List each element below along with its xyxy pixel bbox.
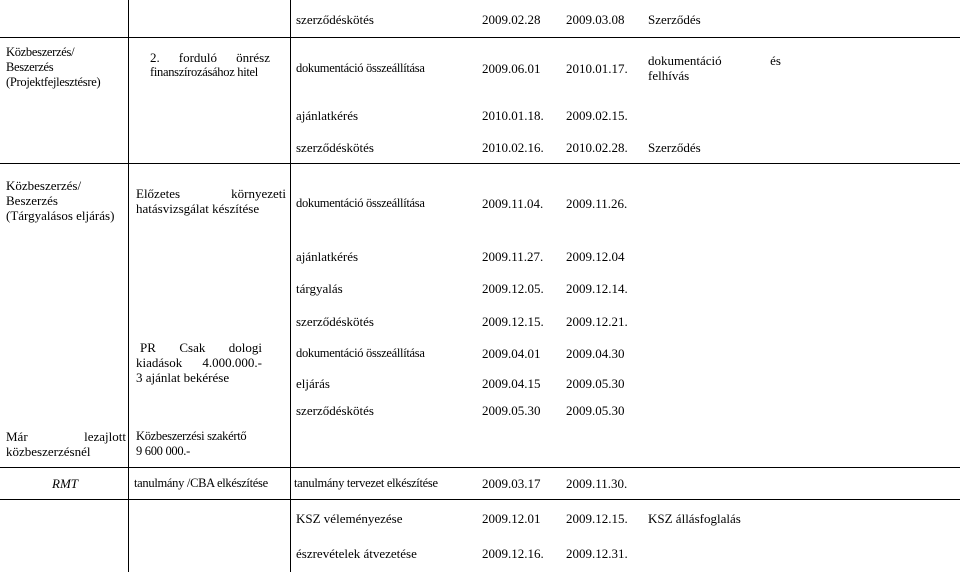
activity-cell: dokumentáció összeállítása	[296, 346, 425, 360]
end-date-cell: 2009.11.26.	[566, 196, 628, 211]
start-date-cell: 2010.01.18.	[482, 108, 544, 123]
end-date-cell: 2009.05.30	[566, 403, 625, 418]
activity-cell: eljárás	[296, 376, 330, 391]
end-date-cell: 2009.05.30	[566, 376, 625, 391]
table-rule	[0, 37, 960, 38]
end-date-cell: 2010.02.28.	[566, 140, 628, 155]
procurement-type-cell: Már lezajlott közbeszerzésnél	[6, 429, 126, 459]
end-date-cell: 2009.02.15.	[566, 108, 628, 123]
start-date-cell: 2009.12.01	[482, 511, 541, 526]
procurement-type-cell: RMT	[52, 476, 78, 491]
output-cell: KSZ állásfoglalás	[648, 511, 741, 526]
end-date-cell: 2009.12.04	[566, 249, 625, 264]
activity-cell: szerződéskötés	[296, 140, 374, 155]
start-date-cell: 2009.05.30	[482, 403, 541, 418]
activity-cell: szerződéskötés	[296, 12, 374, 27]
table-rule	[0, 163, 960, 164]
procurement-subject-cell: 2. forduló önrész finanszírozásához hitel	[150, 50, 270, 79]
end-date-cell: 2009.12.14.	[566, 281, 628, 296]
start-date-cell: 2009.11.04.	[482, 196, 544, 211]
end-date-cell: 2009.11.30.	[566, 476, 628, 491]
procurement-subject-cell: tanulmány /CBA elkészítése	[134, 476, 268, 490]
procurement-subject-cell: PR Csak dologi kiadások 4.000.000.- 3 ajánlat bekérése	[136, 340, 262, 385]
activity-cell: dokumentáció összeállítása	[296, 196, 425, 210]
table-rule	[0, 499, 960, 500]
activity-cell: szerződéskötés	[296, 314, 374, 329]
end-date-cell: 2009.12.15.	[566, 511, 628, 526]
start-date-cell: 2009.11.27.	[482, 249, 544, 264]
procurement-subject-cell: Előzetes környezeti hatásvizsgálat készítése	[136, 186, 286, 216]
output-cell: dokumentáció és felhívás	[648, 53, 781, 83]
activity-cell: észrevételek átvezetése	[296, 546, 417, 561]
procurement-type-cell: Közbeszerzés/ Beszerzés (Tárgyalásos eljárás)	[6, 178, 115, 223]
activity-cell: tanulmány tervezet elkészítése	[294, 476, 438, 490]
output-cell: Szerződés	[648, 140, 701, 155]
activity-cell: szerződéskötés	[296, 403, 374, 418]
output-cell: Szerződés	[648, 12, 701, 27]
procurement-subject-cell: Közbeszerzési szakértő 9 600 000.-	[136, 429, 247, 458]
start-date-cell: 2009.06.01	[482, 61, 541, 76]
start-date-cell: 2009.12.15.	[482, 314, 544, 329]
activity-cell: ajánlatkérés	[296, 249, 359, 264]
end-date-cell: 2009.04.30	[566, 346, 625, 361]
start-date-cell: 2009.03.17	[482, 476, 541, 491]
end-date-cell: 2009.03.08	[566, 12, 625, 27]
table-rule	[128, 0, 129, 572]
start-date-cell: 2009.04.01	[482, 346, 541, 361]
end-date-cell: 2010.01.17.	[566, 61, 628, 76]
activity-cell: KSZ véleményezése	[296, 511, 403, 526]
table-rule	[0, 467, 960, 468]
start-date-cell: 2009.12.16.	[482, 546, 544, 561]
end-date-cell: 2009.12.21.	[566, 314, 628, 329]
procurement-type-cell: Közbeszerzés/ Beszerzés (Projektfejlesztésre)	[6, 45, 101, 89]
end-date-cell: 2009.12.31.	[566, 546, 628, 561]
activity-cell: ajánlatkérés	[296, 108, 359, 123]
start-date-cell: 2009.12.05.	[482, 281, 544, 296]
activity-cell: tárgyalás	[296, 281, 343, 296]
start-date-cell: 2009.02.28	[482, 12, 541, 27]
start-date-cell: 2010.02.16.	[482, 140, 544, 155]
table-rule	[290, 0, 291, 572]
start-date-cell: 2009.04.15	[482, 376, 541, 391]
activity-cell: dokumentáció összeállítása	[296, 61, 425, 75]
